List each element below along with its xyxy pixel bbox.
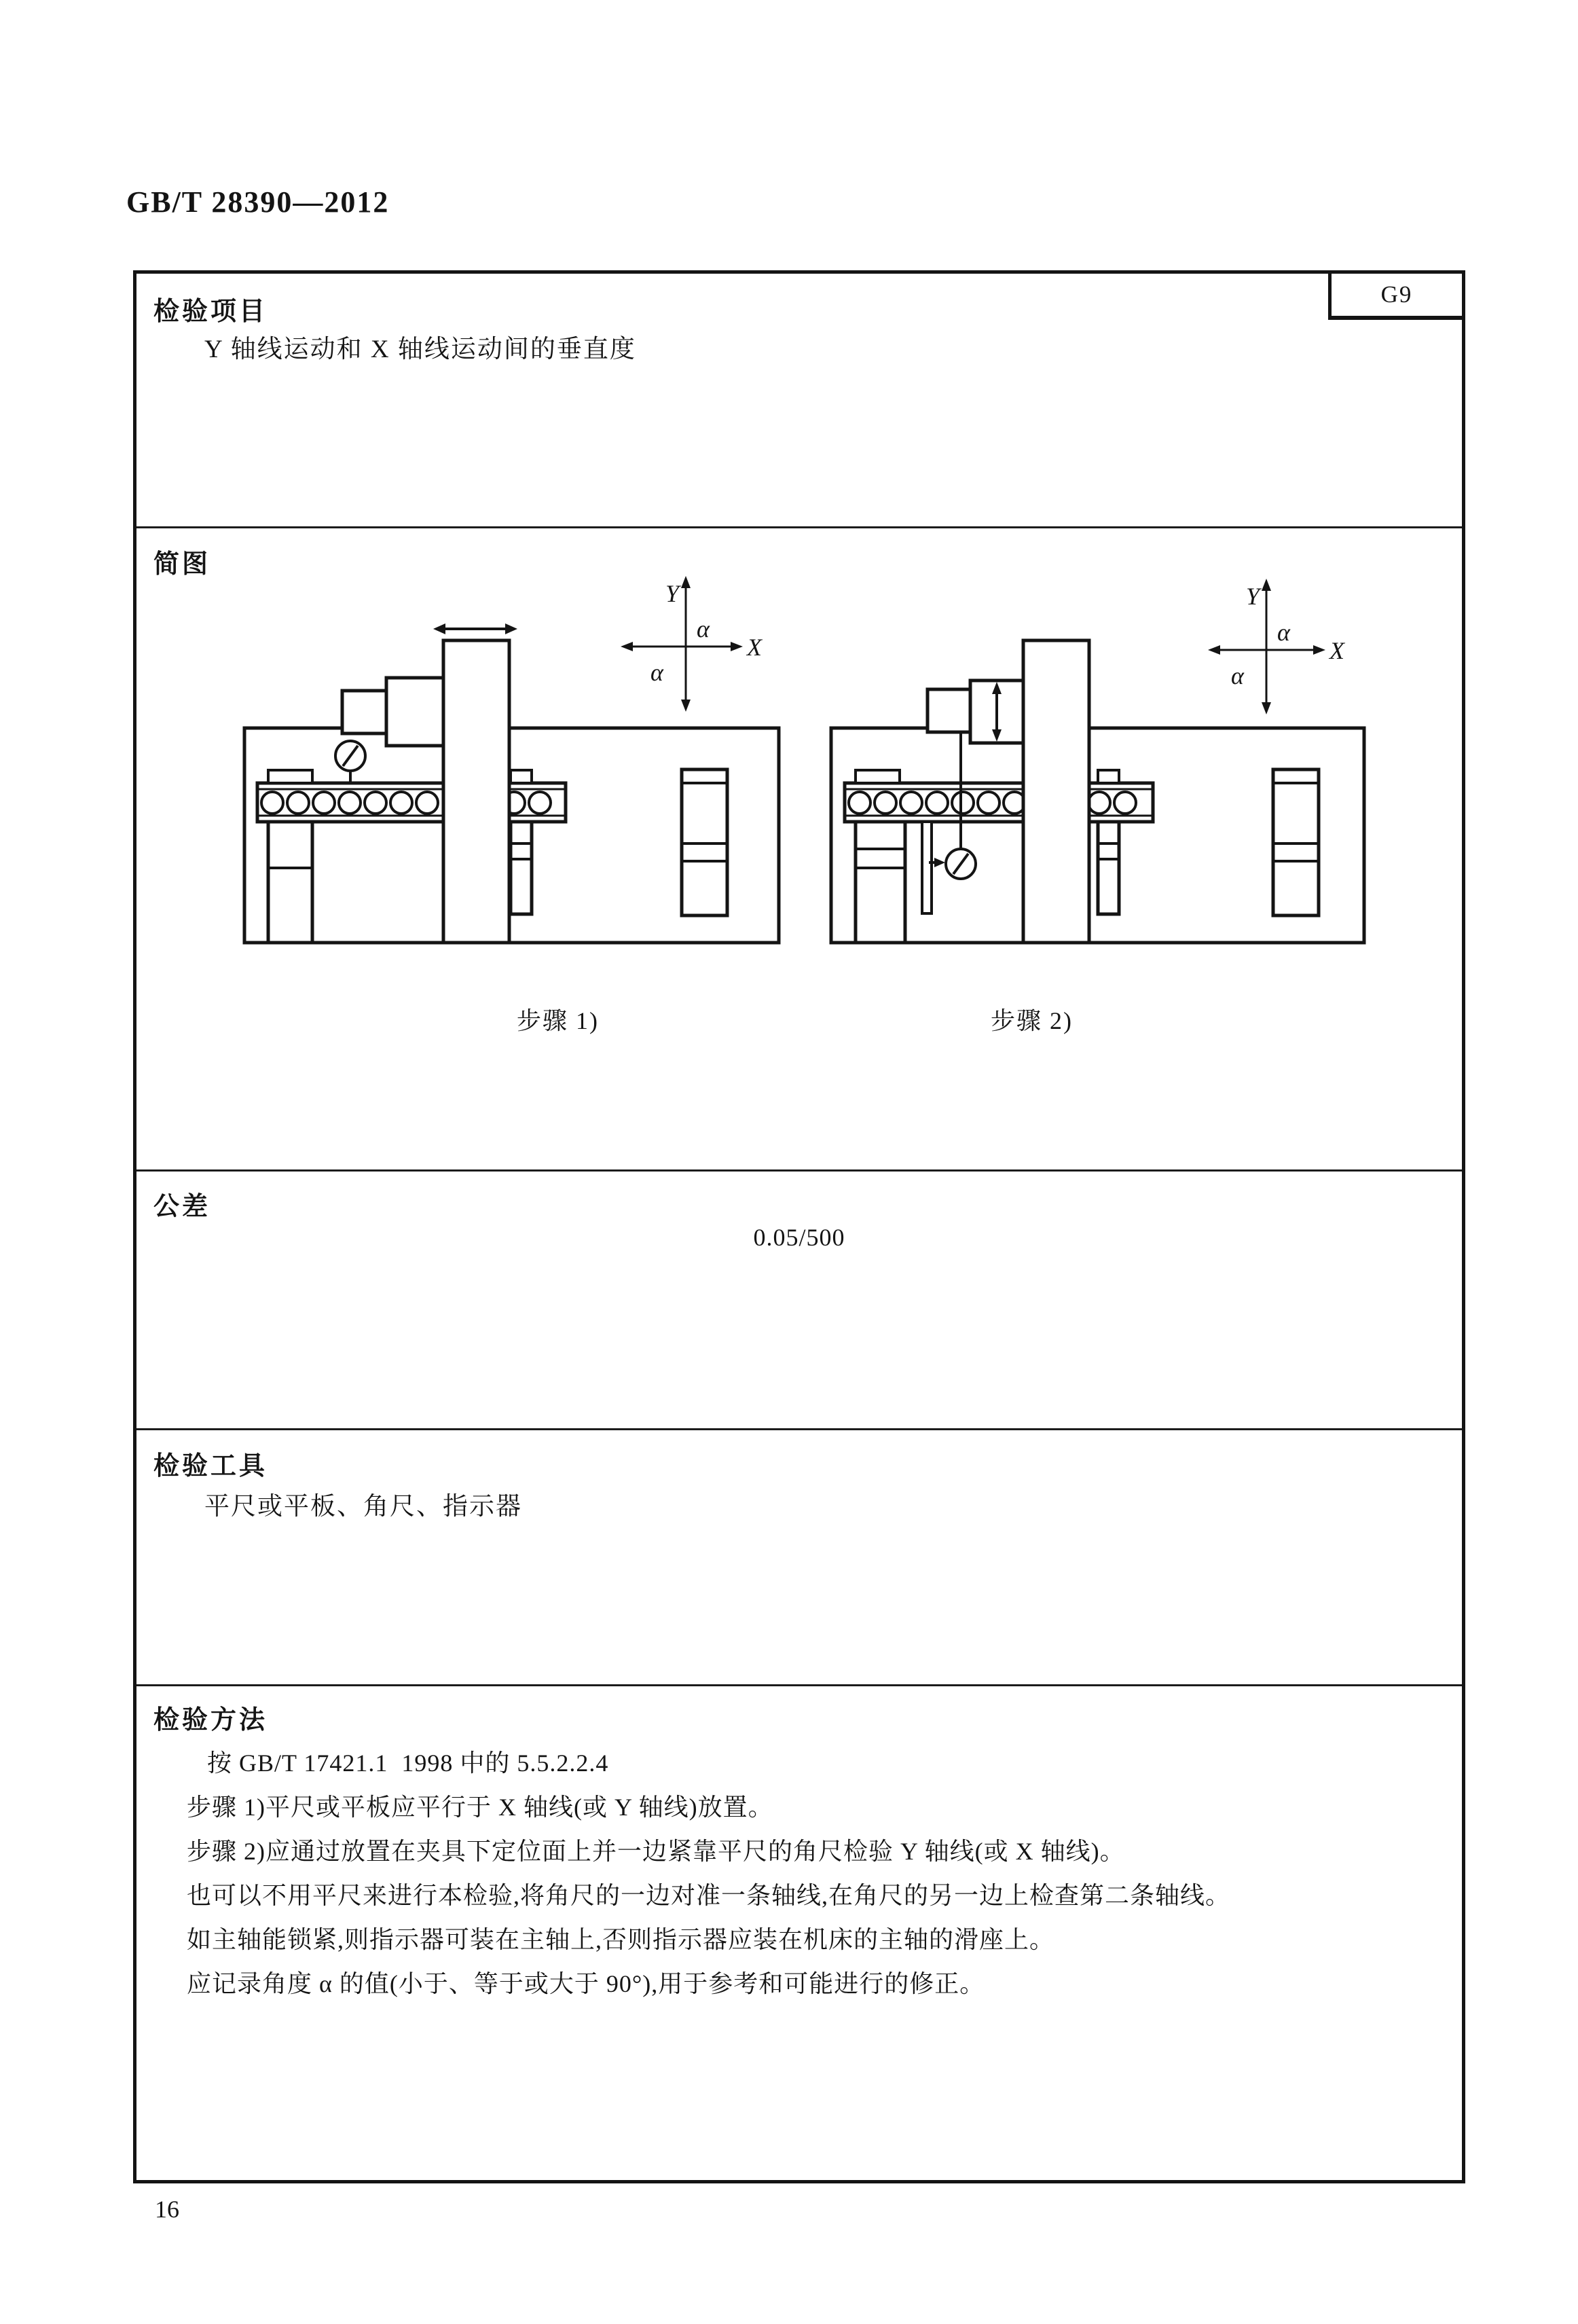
inspection-item-content: Y 轴线运动和 X 轴线运动间的垂直度 xyxy=(204,335,636,363)
clamp-block xyxy=(511,770,532,783)
machine-diagram-step1 xyxy=(244,576,779,943)
column xyxy=(443,640,509,943)
diagram-label: 简图 xyxy=(153,550,211,579)
row-divider xyxy=(136,1169,1462,1172)
axes-cross xyxy=(621,576,763,712)
diagram-figure xyxy=(133,580,1465,1019)
alpha-label: α xyxy=(697,615,710,642)
spindle-head-step xyxy=(928,689,970,732)
clamp-block xyxy=(1098,770,1119,783)
inspection-table xyxy=(133,270,1465,2183)
inspection-item-label: 检验项目 xyxy=(153,297,268,326)
alpha-label: α xyxy=(650,659,663,686)
standard-number: GB/T 28390—2012 xyxy=(126,185,390,219)
straightedge xyxy=(845,783,1153,822)
page-number: 16 xyxy=(155,2196,179,2223)
y-axis-label: Y xyxy=(665,580,679,607)
tools-label: 检验工具 xyxy=(153,1452,268,1481)
step2-caption: 步骤 2) xyxy=(991,1007,1073,1034)
tolerance-label: 公差 xyxy=(153,1193,211,1221)
step1-caption: 步骤 1) xyxy=(517,1007,599,1034)
row-divider xyxy=(136,1684,1462,1686)
straightedge xyxy=(257,783,566,822)
tools-content: 平尺或平板、角尺、指示器 xyxy=(204,1493,522,1521)
item-code-box xyxy=(1328,274,1462,320)
spindle-head-step xyxy=(342,691,386,733)
method-line: 也可以不用平尺来进行本检验,将角尺的一边对准一条轴线,在角尺的另一边上检查第二条轴线。 xyxy=(187,1882,1231,1909)
spindle-head xyxy=(386,678,443,746)
alpha-label: α xyxy=(1277,619,1290,646)
row-divider xyxy=(136,526,1462,528)
method-line: 如主轴能锁紧,则指示器可装在主轴上,否则指示器应装在机床的主轴的滑座上。 xyxy=(187,1926,1055,1953)
x-axis-label: X xyxy=(747,634,762,661)
support-left xyxy=(268,822,312,943)
row-divider xyxy=(136,1428,1462,1430)
t-slot xyxy=(1273,769,1319,915)
y-axis-label: Y xyxy=(1245,583,1260,610)
method-line: 按 GB/T 17421.1 1998 中的 5.5.2.2.4 xyxy=(207,1749,609,1777)
method-line: 步骤 1)平尺或平板应平行于 X 轴线(或 Y 轴线)放置。 xyxy=(187,1794,773,1821)
method-line: 应记录角度 α 的值(小于、等于或大于 90°),用于参考和可能进行的修正。 xyxy=(187,1970,985,1997)
x-axis-label: X xyxy=(1329,637,1344,664)
x-motion-arrow xyxy=(433,623,517,634)
item-code: G9 xyxy=(1380,281,1413,308)
method-label: 检验方法 xyxy=(153,1706,268,1735)
machine-diagram-step2 xyxy=(831,579,1364,943)
support-right xyxy=(1098,822,1119,914)
clamp-block xyxy=(268,770,312,783)
axes-cross xyxy=(1208,579,1346,714)
column xyxy=(1023,640,1089,943)
support-right xyxy=(511,822,532,914)
t-slot xyxy=(682,769,727,915)
method-line: 步骤 2)应通过放置在夹具下定位面上并一边紧靠平尺的角尺检验 Y 轴线(或 X 轴线)。 xyxy=(187,1838,1125,1865)
alpha-label: α xyxy=(1231,662,1244,689)
clamp-block xyxy=(856,770,900,783)
tolerance-value: 0.05/500 xyxy=(753,1224,845,1251)
